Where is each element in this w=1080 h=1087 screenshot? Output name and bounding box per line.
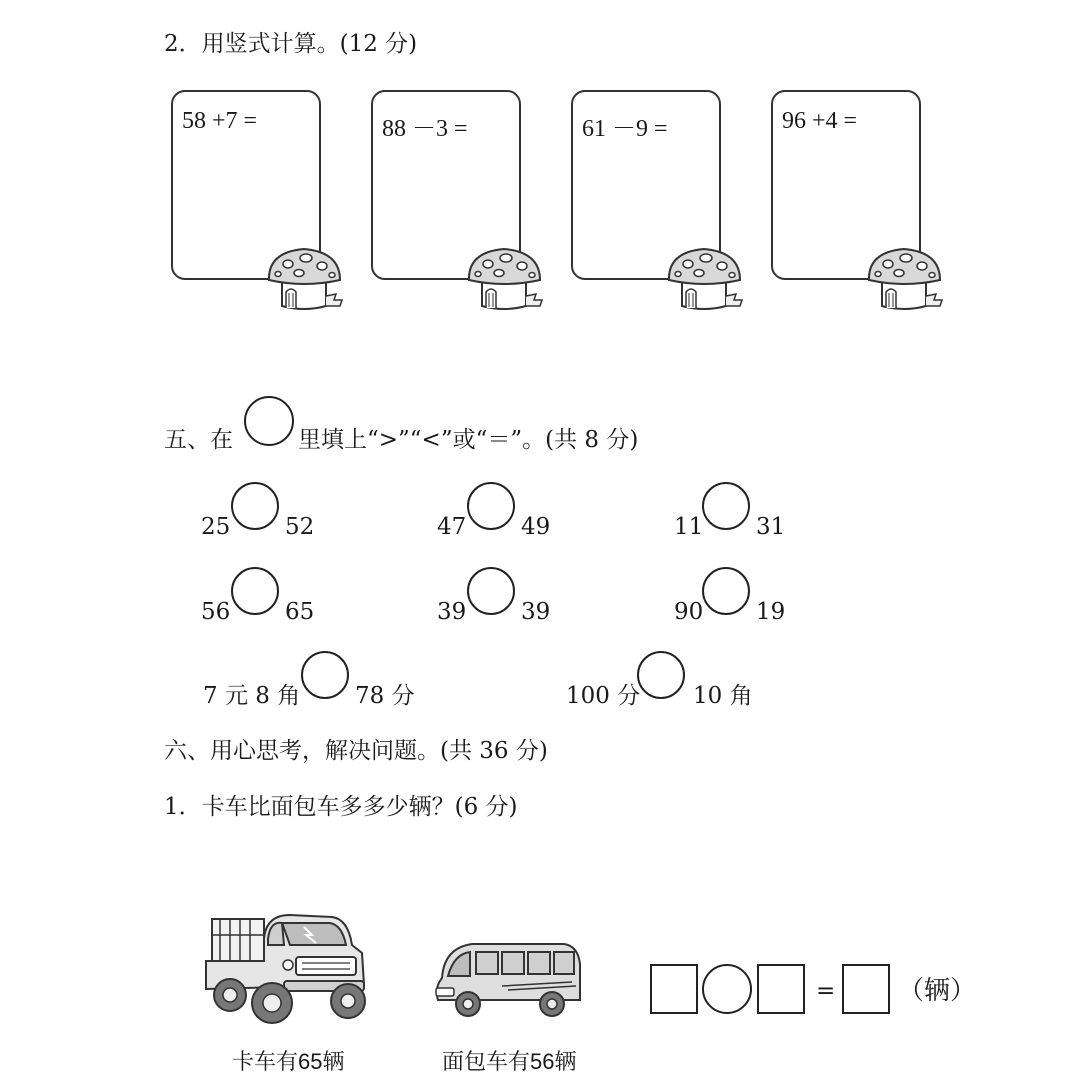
compare-answer-circle[interactable] — [231, 482, 279, 530]
compare-answer-circle[interactable] — [467, 482, 515, 530]
mushroom-house-icon — [266, 246, 344, 312]
mushroom-house-icon — [466, 246, 544, 312]
compare-answer-circle[interactable] — [301, 651, 349, 699]
compare-left-value: 7 元 8 角 — [203, 683, 301, 709]
compare-right-value: 52 — [285, 514, 315, 540]
calc-expression: 88 －3 = — [382, 116, 468, 142]
question-1-text: 1．卡车比面包车多多少辆？(6 分) — [164, 794, 518, 820]
compare-answer-circle[interactable] — [702, 567, 750, 615]
van-icon — [432, 938, 584, 1022]
answer-box-subtrahend[interactable] — [757, 964, 805, 1014]
calc-expression: 58 +7 = — [182, 108, 258, 134]
mushroom-house-icon — [866, 246, 944, 312]
answer-box-minuend[interactable] — [650, 964, 698, 1014]
problems-title: 六、用心思考，解决问题。(共 36 分) — [164, 738, 548, 764]
vertical-calc-title: 2．用竖式计算。(12 分) — [164, 31, 418, 57]
answer-box-result[interactable] — [842, 964, 890, 1014]
compare-left-value: 25 — [201, 514, 231, 540]
compare-right-value: 10 角 — [693, 683, 753, 709]
compare-answer-circle[interactable] — [702, 482, 750, 530]
compare-title-suffix: 里填上“>”“<”或“＝”。(共 8 分) — [298, 427, 639, 453]
equals-sign: = — [816, 978, 836, 1004]
calc-expression: 96 +4 = — [782, 108, 858, 134]
compare-left-value: 90 — [674, 599, 704, 625]
compare-right-value: 65 — [285, 599, 315, 625]
truck-caption: 卡车有65辆 — [232, 1049, 345, 1074]
compare-answer-circle[interactable] — [231, 567, 279, 615]
compare-right-value: 78 分 — [355, 683, 415, 709]
unit-label: （辆） — [898, 976, 977, 1006]
compare-answer-circle[interactable] — [467, 567, 515, 615]
compare-answer-circle[interactable] — [637, 651, 685, 699]
answer-circle-operator[interactable] — [702, 964, 752, 1014]
van-caption: 面包车有56辆 — [442, 1049, 577, 1074]
compare-title-prefix: 五、在 — [164, 427, 233, 453]
title-circle-icon — [244, 396, 294, 446]
compare-left-value: 39 — [437, 599, 467, 625]
compare-left-value: 11 — [674, 514, 704, 540]
truck-icon — [200, 905, 370, 1030]
compare-left-value: 47 — [437, 514, 467, 540]
compare-right-value: 49 — [521, 514, 551, 540]
compare-right-value: 19 — [756, 599, 786, 625]
compare-right-value: 31 — [756, 514, 786, 540]
compare-right-value: 39 — [521, 599, 551, 625]
mushroom-house-icon — [666, 246, 744, 312]
calc-expression: 61 －9 = — [582, 116, 668, 142]
compare-left-value: 100 分 — [566, 683, 641, 709]
compare-left-value: 56 — [201, 599, 231, 625]
